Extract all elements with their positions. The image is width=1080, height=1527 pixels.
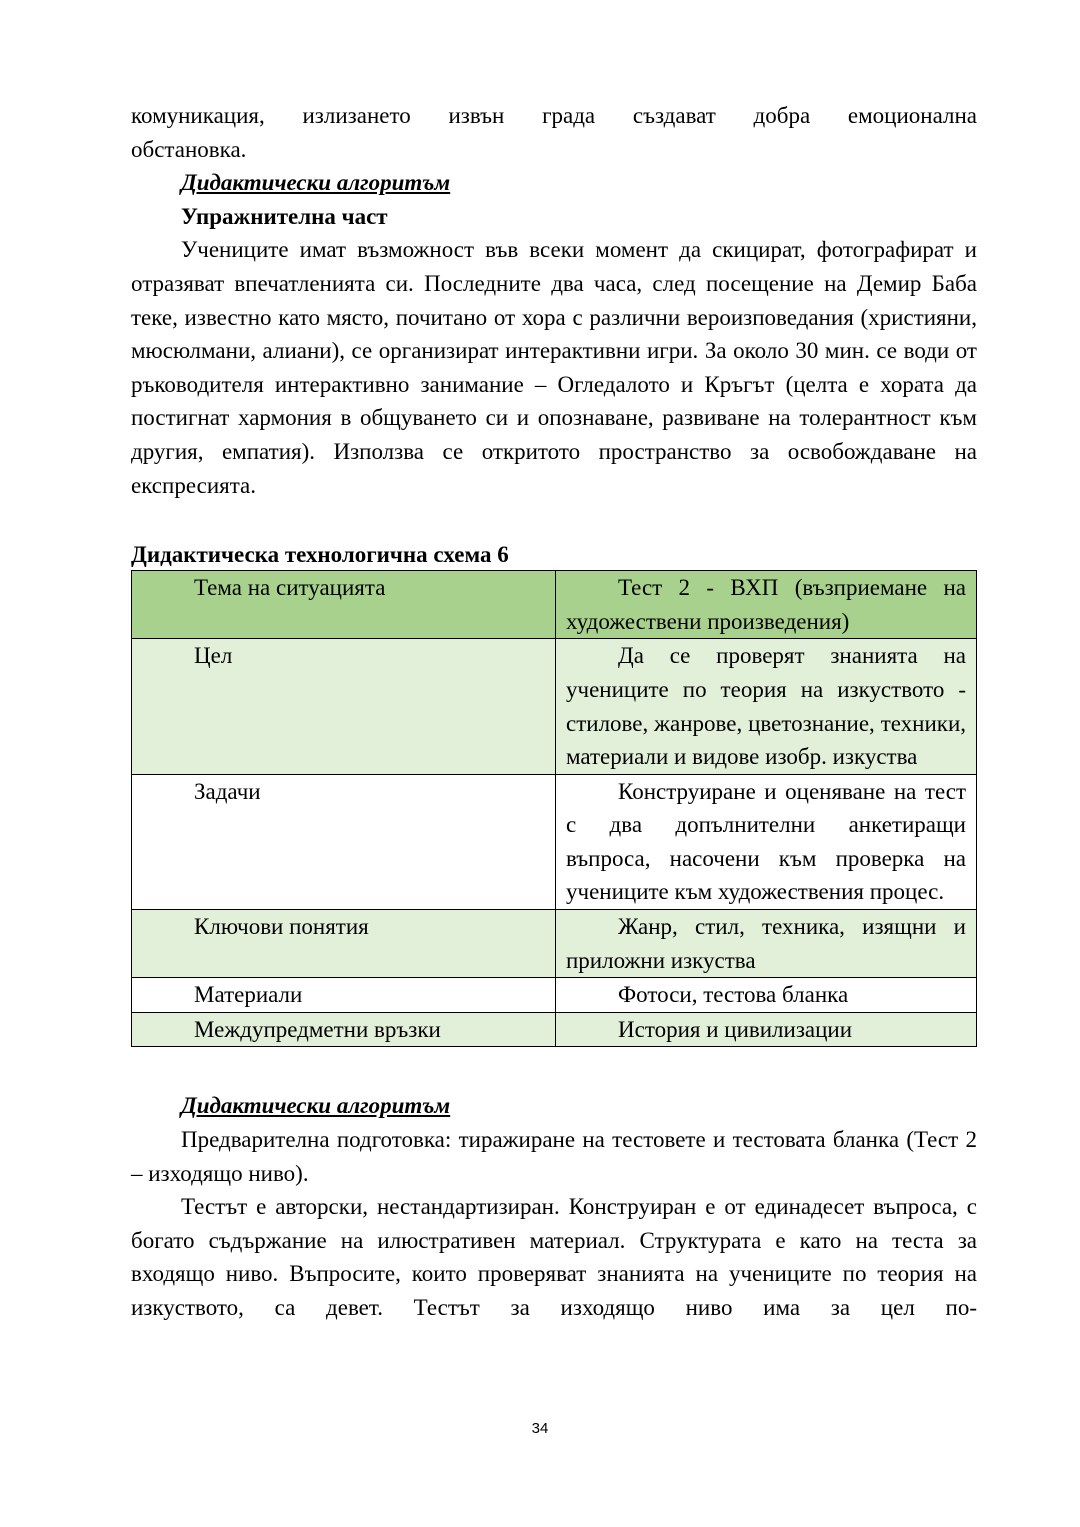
table-row	[132, 639, 977, 774]
table-row	[132, 1012, 977, 1047]
section-heading-didactic-algorithm: Дидактически алгоритъм	[181, 170, 451, 196]
row-value	[556, 774, 977, 909]
intro-line-1: комуникация, излизането извън града създават добра емоционална	[131, 103, 977, 128]
row-label: Тема на ситуацията	[132, 571, 556, 639]
row-value-text: Тест 2 - ВХП (възприемане на художествени произведения)	[566, 575, 966, 634]
table-row	[132, 910, 977, 978]
row-value-text: Конструиране и оценяване на тест с два допълнителни анкетиращи въпроса, насочени към проверка на учениците към художествения процес.	[566, 778, 966, 905]
intro-line-2: обстановка.	[131, 136, 247, 162]
row-label: Задачи	[132, 774, 556, 909]
table-row	[132, 571, 977, 639]
row-label: Ключови понятия	[132, 910, 556, 978]
document-page	[131, 99, 977, 1325]
section-heading-didactic-algorithm-2: Дидактически алгоритъм	[181, 1093, 451, 1119]
preparation-paragraph: Предварителна подготовка: тиражиране на тестовете и тестовата бланка (Тест 2 – изходящо ниво).	[131, 1127, 977, 1186]
page-number: 34	[531, 1420, 549, 1437]
row-value	[556, 978, 977, 1013]
row-value-text: Фотоси, тестова бланка	[618, 982, 849, 1008]
row-value	[556, 910, 977, 978]
row-value-text: История и цивилизации	[618, 1016, 853, 1042]
row-value	[556, 639, 977, 774]
row-label: Материали	[132, 978, 556, 1013]
row-value	[556, 1012, 977, 1047]
test-description-paragraph: Тестът е авторски, нестандартизиран. Конструиран е от единадесет въпроса, с богато съдържание на илюстративен материал. Структурата е като на теста за входящо ниво. Въпросите, които проверяват знанията на учениците по теория на изкуството, са девет. Тестът за изходящо ниво има за цел по-	[131, 1194, 977, 1320]
row-value-text: Да се проверят знанията на учениците по теория на изкуството - стилове, жанрове, цветознание, техники, материали и видове изобр. изкуства	[566, 643, 966, 770]
subheading-exercise-part: Упражнителна част	[181, 203, 388, 229]
table-caption: Дидактическа технологична схема 6	[131, 542, 509, 568]
table-row	[132, 774, 977, 909]
table-row	[132, 978, 977, 1013]
row-value-text: Жанр, стил, техника, изящни и приложни изкуства	[566, 914, 966, 973]
exercise-paragraph: Учениците имат възможност във всеки момент да скицират, фотографират и отразяват впечатленията си. Последните два часа, след посещение на Демир Баба теке, известно като място, почитано от хора с различни вероизповедания (християни, мюсюлмани, алиани), се организират интерактивни игри. За около 30 мин. се води от ръководителя интерактивно занимание – Огледалото и Кръгът (целта е хората да постигнат хармония в общуването си и опознаване, развиване на толерантност към другия, емпатия). Използва се откритото пространство за освобождаване на експресията.	[131, 237, 977, 498]
row-value	[556, 571, 977, 639]
didactic-scheme-table	[131, 570, 977, 1047]
spacer	[131, 1047, 977, 1089]
row-label: Междупредметни връзки	[132, 1012, 556, 1047]
row-label: Цел	[132, 639, 556, 774]
